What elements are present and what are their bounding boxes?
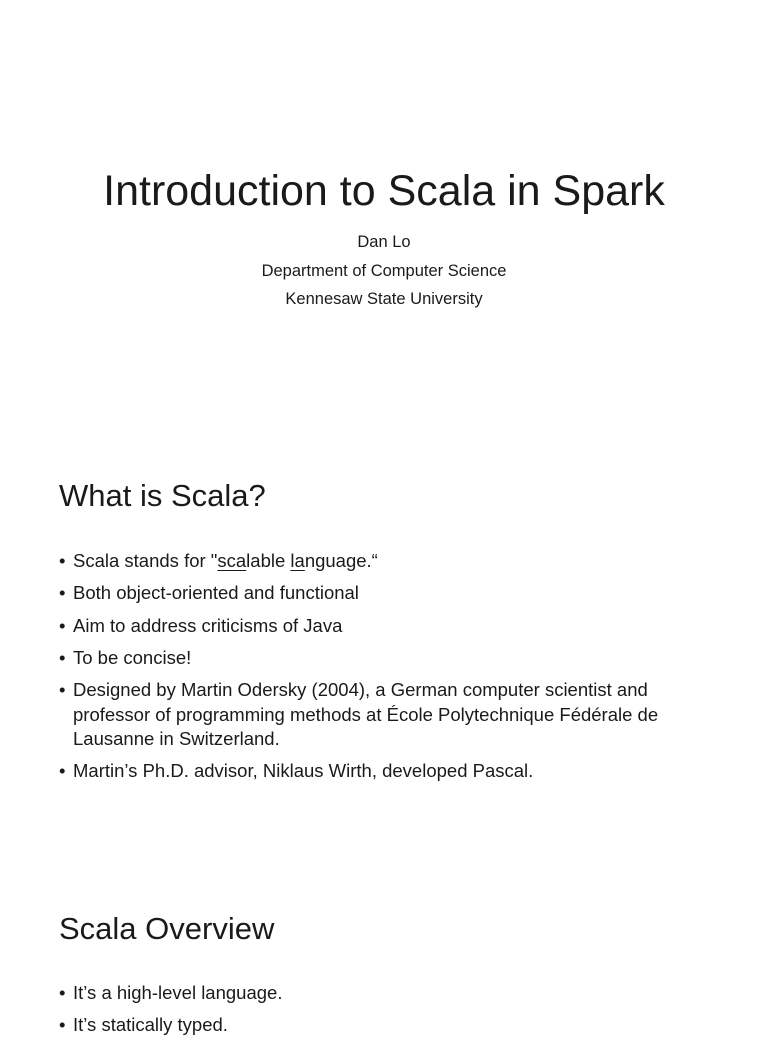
university-name: Kennesaw State University — [285, 290, 483, 308]
bullet-dot-icon: • — [59, 646, 66, 668]
bullet-dot-icon: • — [59, 614, 66, 636]
slide-heading: What is Scala? — [59, 478, 266, 513]
what-is-scala-slide — [0, 432, 768, 864]
list-item — [59, 678, 729, 752]
department-name: Department of Computer Science — [261, 261, 507, 280]
list-item — [59, 549, 729, 574]
bullet-text: It’s statically typed. — [73, 1014, 228, 1036]
bullet-text: It’s a high-level language. — [73, 982, 283, 1003]
list-item — [59, 614, 729, 639]
presentation-title: Introduction to Scala in Spark — [103, 167, 665, 215]
underlined-text: la — [290, 550, 305, 571]
list-item — [59, 1013, 729, 1038]
underlined-text: sca — [217, 550, 247, 571]
bullet-dot-icon: • — [59, 760, 66, 782]
bullet-dot-icon: • — [59, 550, 66, 571]
list-item — [59, 646, 729, 671]
bullet-text: Designed by Martin Odersky (2004), a German computer scientist and professor of programming methods at École Polytechnique Fédérale de Lausanne in Switzerland. — [73, 679, 659, 750]
scala-overview-slide — [0, 864, 768, 1036]
list-item — [59, 981, 729, 1006]
bullet-dot-icon: • — [59, 679, 66, 701]
bullet-text: lable — [246, 550, 291, 571]
bullet-text: nguage.“ — [304, 550, 378, 571]
list-item — [59, 759, 729, 784]
bullet-text: Aim to address criticisms of Java — [73, 614, 343, 636]
list-item — [59, 581, 729, 606]
author-name: Dan Lo — [357, 233, 411, 251]
bullet-dot-icon: • — [59, 582, 66, 604]
bullet-text: Martin’s Ph.D. advisor, Niklaus Wirth, developed Pascal. — [73, 760, 534, 782]
title-slide — [0, 0, 768, 432]
bullet-text: Both object-oriented and functional — [73, 582, 359, 604]
bullet-list — [59, 549, 729, 792]
bullet-dot-icon: • — [59, 982, 66, 1003]
slide-heading: Scala Overview — [59, 911, 275, 946]
subtitle-block — [0, 228, 768, 314]
bullet-text: Scala stands for " — [73, 550, 218, 571]
bullet-dot-icon: • — [59, 1014, 66, 1036]
bullet-list — [59, 981, 729, 1046]
bullet-text: To be concise! — [73, 646, 192, 668]
